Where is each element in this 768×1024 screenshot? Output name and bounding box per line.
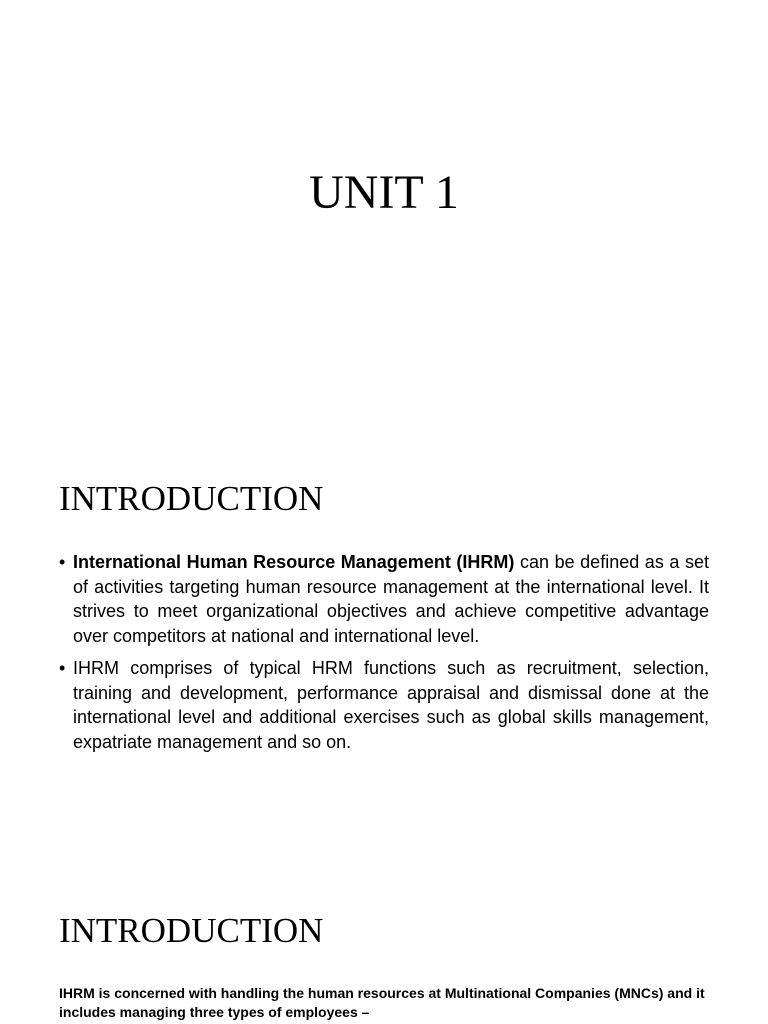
bullet-bold-text: International Human Resource Management (IHRM) [73,552,515,572]
slide-title-text: UNIT 1 [309,166,459,219]
slide-heading: INTRODUCTION [59,911,324,950]
bullet-icon: • [59,552,66,572]
slide-paragraph: IHRM is concerned with handling the human resources at Multinational Companies (MNCs) and it includes managing three types of employees – [59,985,705,1020]
bullet-list [59,550,709,762]
slide-heading: INTRODUCTION [59,479,324,518]
bullet-text: IHRM comprises of typical HRM functions such as recruitment, selection, training and development, performance appraisal and dismissal done at the international level and additional exercises such as global skills management, expatriate management and so on. [73,658,709,752]
bullet-item [59,656,709,754]
bullet-item [59,550,709,648]
slide-title [0,0,768,432]
slide-introduction [0,434,768,866]
slide-introduction-2 [0,868,768,1024]
bullet-icon: • [59,658,66,678]
bullet-text: can be defined as a set of activities targeting human resource management at the international level. It strives to meet organizational objectives and achieve competitive advantage over competitors at national and international level. [73,552,710,646]
